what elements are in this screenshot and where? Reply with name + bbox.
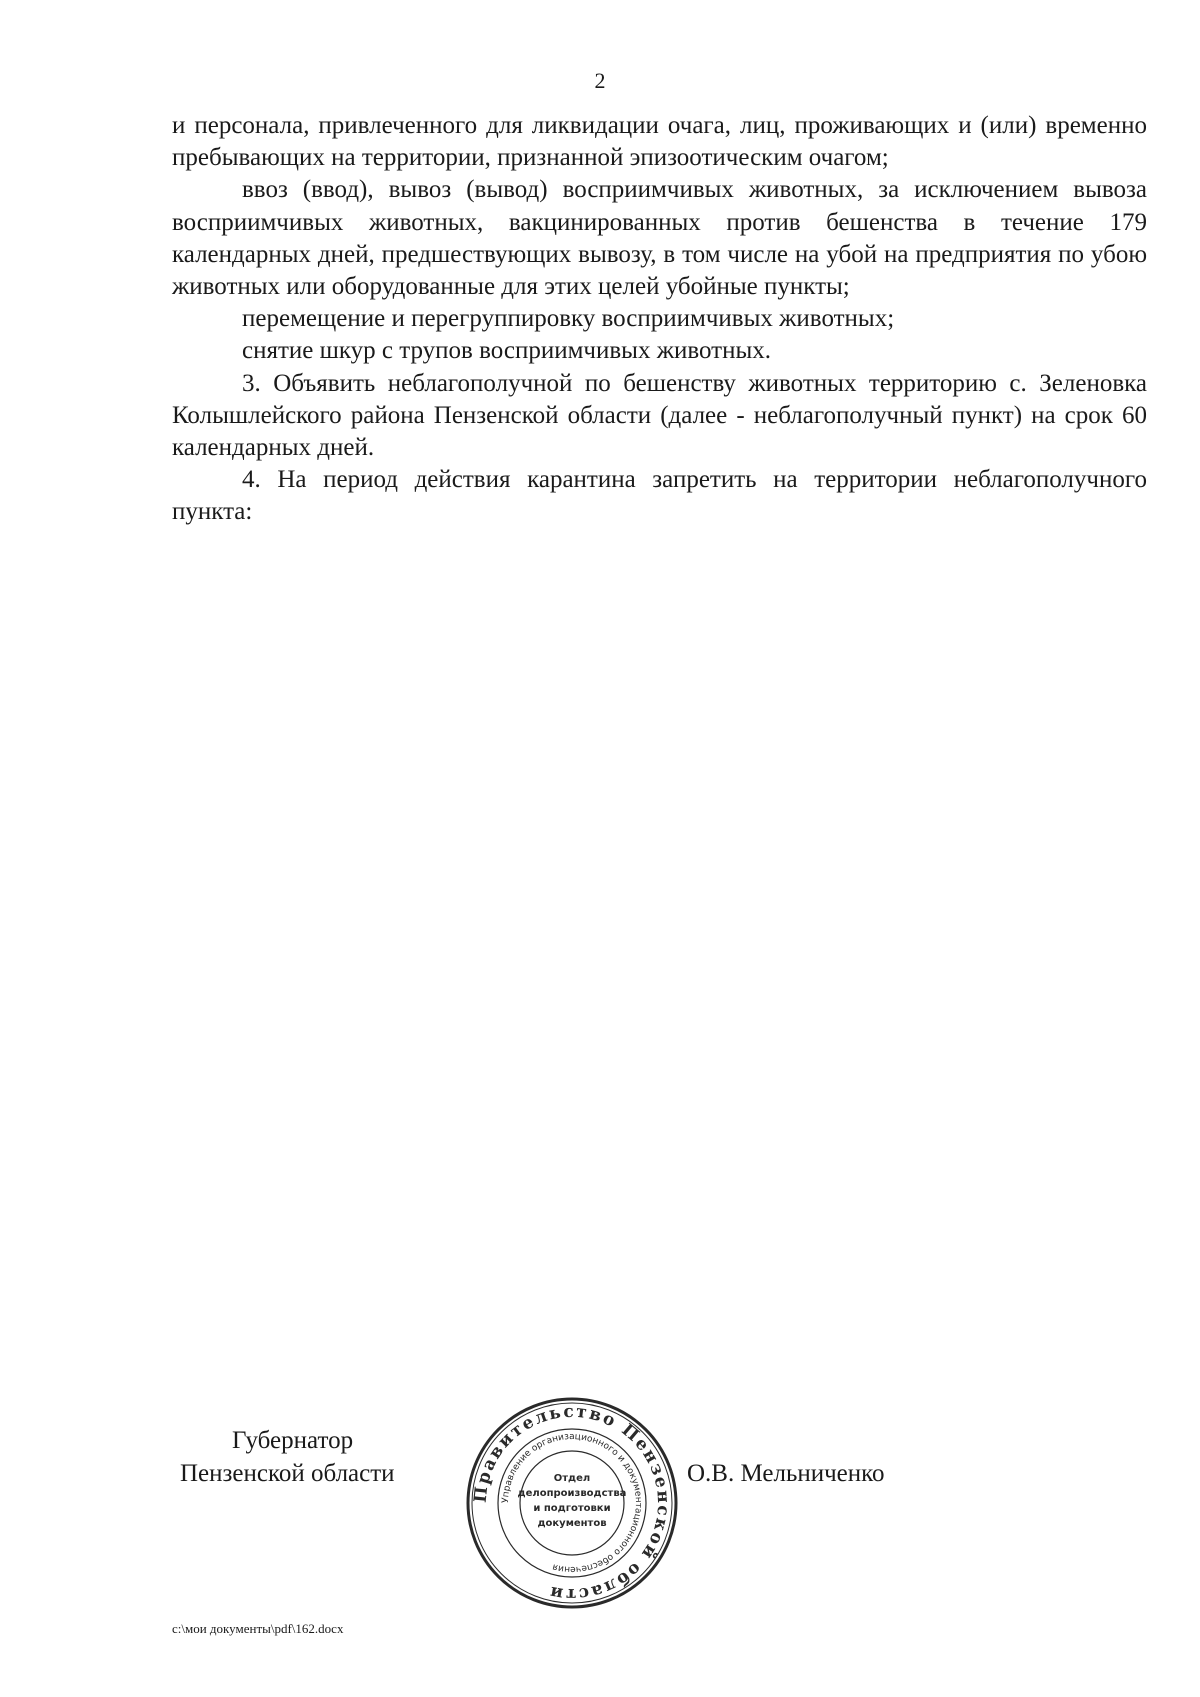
paragraph: и персонала, привлеченного для ликвидации очага, лиц, проживающих и (или) временно пребывающих на территории, признанной эпизоотическим очагом; [172, 112, 1147, 172]
page-number: 2 [594, 68, 606, 93]
stamp-center-line: Отдел [553, 1473, 591, 1484]
paragraph: 4. На период действия карантина запретить на территории неблагополучного пункта: [172, 466, 1147, 526]
signatory-name: О.В. Мельниченко [687, 1460, 885, 1487]
file-path: c:\мои документы\pdf\162.docx [172, 1621, 344, 1636]
stamp-center-line: делопроизводства [517, 1488, 627, 1499]
paragraph: перемещение и перегруппировку восприимчивых животных; [242, 305, 895, 333]
paragraph: 3. Объявить неблагополучной по бешенству животных территорию с. Зеленовка Колышлейского района Пензенской области (далее - неблагополучный пункт) на срок 60 календарных дней. [172, 369, 1147, 462]
paragraph: ввоз (ввод), вывоз (вывод) восприимчивых животных, за исключением вывоза восприимчивых животных, вакцинированных против бешенства в течение 179 календарных дней, предшествующих вывозу, в том числе на убой на предприятия по убою животных или оборудованные для этих целей убойные пункты; [172, 176, 1147, 301]
stamp-middle-text: Управление организационного и документационного обеспечения [500, 1431, 644, 1575]
paragraph: снятие шкур с трупов восприимчивых животных. [242, 337, 772, 365]
official-stamp [462, 1393, 682, 1613]
stamp-outer-text: Правительство Пензенской области [470, 1401, 674, 1605]
signatory-title-line1: Губернатор [232, 1427, 354, 1454]
signatory-title-line2: Пензенской области [180, 1460, 395, 1487]
document-body [172, 110, 1147, 529]
stamp-center-line: и подготовки [533, 1503, 611, 1514]
stamp-center-line: документов [537, 1518, 607, 1529]
